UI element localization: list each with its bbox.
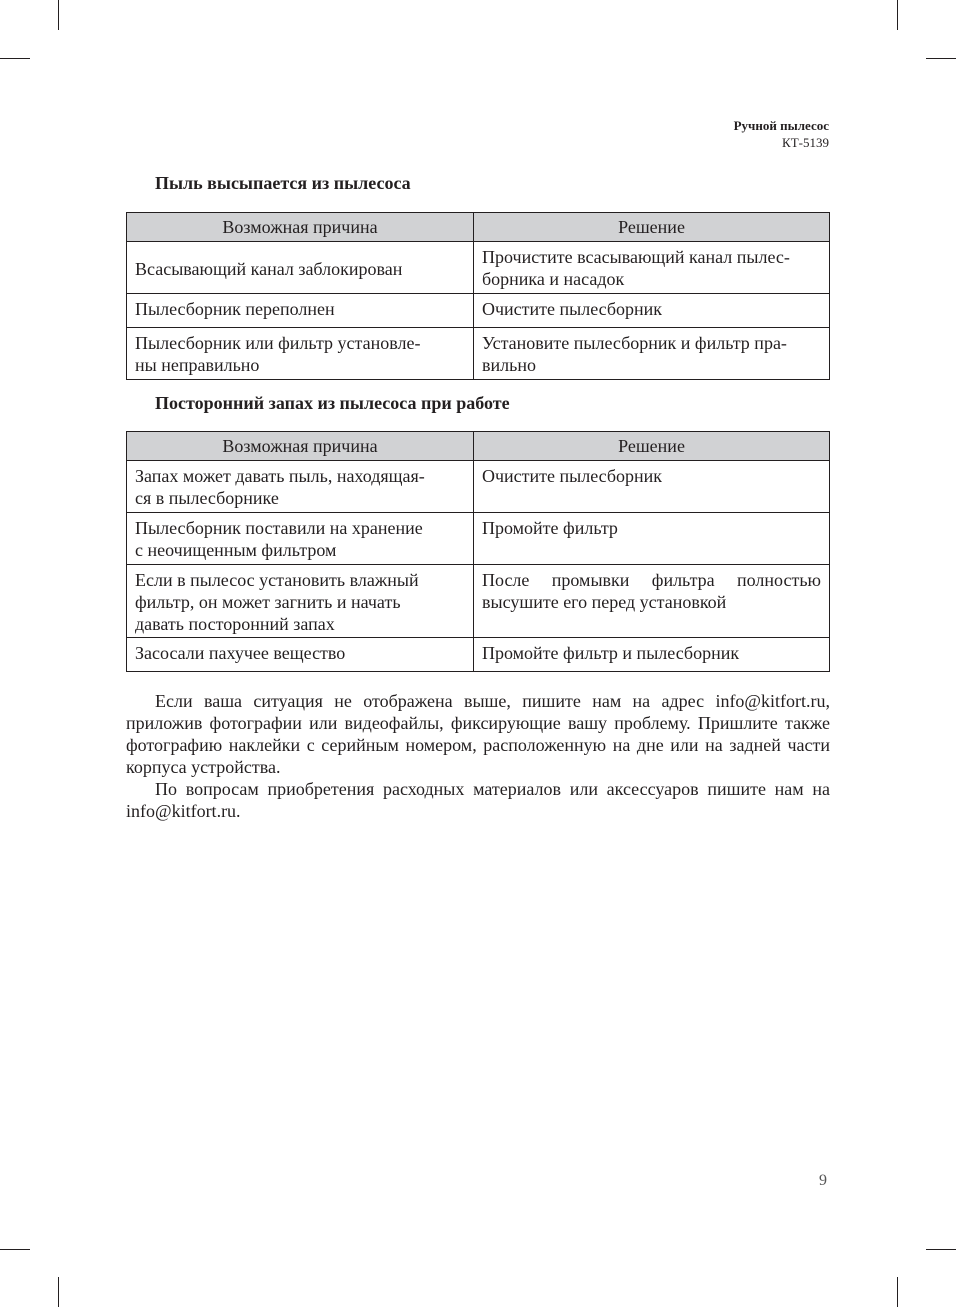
cause-cell	[127, 513, 474, 565]
cause-line: Пылесборник переполнен	[135, 299, 335, 319]
table-row	[127, 461, 830, 513]
crop-mark	[0, 1249, 30, 1250]
table-row	[127, 565, 830, 638]
crop-mark	[926, 1249, 956, 1250]
solution-line: Прочистите всасывающий канал пылес-	[482, 247, 790, 267]
crop-mark	[0, 58, 30, 59]
solution-line: Очистите пылесборник	[482, 299, 663, 319]
solution-line: борника и насадок	[482, 269, 625, 289]
cause-line: Всасывающий канал заблокирован	[135, 259, 403, 279]
cause-line: Пылесборник или фильтр установле-	[135, 333, 421, 353]
cause-line: Пылесборник поставили на хранение	[135, 518, 423, 538]
running-header	[734, 117, 829, 151]
crop-mark	[58, 1277, 59, 1307]
solution-line: После промывки фильтра полностью	[482, 570, 821, 590]
solution-cell	[474, 638, 830, 672]
paragraph: Если ваша ситуация не отображена выше, пишите нам на адрес info@kitfort.ru, приложив фотографии или видеофайлы, фиксирующие вашу проблему. Пришлите также фотографию наклейки с серийным номером, расположенную на дне или на задней части корпуса устройства.	[126, 691, 830, 777]
table-header-row	[127, 432, 830, 461]
solution-line: высушите его перед установкой	[482, 592, 727, 612]
solution-line: Установите пылесборник и фильтр пра-	[482, 333, 787, 353]
cause-cell	[127, 242, 474, 294]
solution-line: Промойте фильтр и пылесборник	[482, 643, 740, 663]
troubleshooting-table	[126, 431, 830, 672]
solution-cell	[474, 565, 830, 638]
crop-mark	[58, 0, 59, 30]
solution-cell	[474, 242, 830, 294]
table-header-row	[127, 213, 830, 242]
paragraph: По вопросам приобретения расходных материалов или аксессуаров пишите нам на info@kitfort.ru.	[126, 779, 830, 821]
troubleshooting-table	[126, 212, 830, 380]
cause-cell	[127, 294, 474, 328]
cause-line: Засосали пахучее вещество	[135, 643, 346, 663]
table-row	[127, 638, 830, 672]
solution-cell	[474, 328, 830, 380]
cause-line: Если в пылесос установить влажный	[135, 570, 419, 590]
cause-line: фильтр, он может загнить и начать	[135, 592, 401, 612]
cause-cell	[127, 328, 474, 380]
section-title: Посторонний запах из пылесоса при работе	[155, 393, 510, 413]
solution-cell	[474, 513, 830, 565]
header-title: Ручной пылесос	[733, 118, 829, 133]
column-header: Решение	[474, 213, 830, 242]
crop-mark	[897, 0, 898, 30]
section-title: Пыль высыпается из пылесоса	[155, 173, 411, 193]
column-header: Возможная причина	[127, 432, 474, 461]
cause-line: давать посторонний запах	[135, 614, 335, 634]
table-row	[127, 513, 830, 565]
solution-cell	[474, 461, 830, 513]
solution-cell	[474, 294, 830, 328]
cause-line: ся в пылесборнике	[135, 488, 279, 508]
table-row	[127, 242, 830, 294]
contact-text	[126, 690, 830, 822]
cause-line: ны неправильно	[135, 355, 260, 375]
crop-mark	[926, 58, 956, 59]
solution-line: вильно	[482, 355, 536, 375]
cause-cell	[127, 638, 474, 672]
cause-cell	[127, 565, 474, 638]
column-header: Возможная причина	[127, 213, 474, 242]
solution-line: Очистите пылесборник	[482, 466, 663, 486]
cause-line: с неочищенным фильтром	[135, 540, 337, 560]
crop-mark	[897, 1277, 898, 1307]
solution-line: Промойте фильтр	[482, 518, 618, 538]
header-model: КТ-5139	[782, 135, 829, 150]
table-row	[127, 294, 830, 328]
table-row	[127, 328, 830, 380]
column-header: Решение	[474, 432, 830, 461]
page-number: 9	[819, 1172, 827, 1189]
cause-cell	[127, 461, 474, 513]
cause-line: Запах может давать пыль, находящая-	[135, 466, 425, 486]
